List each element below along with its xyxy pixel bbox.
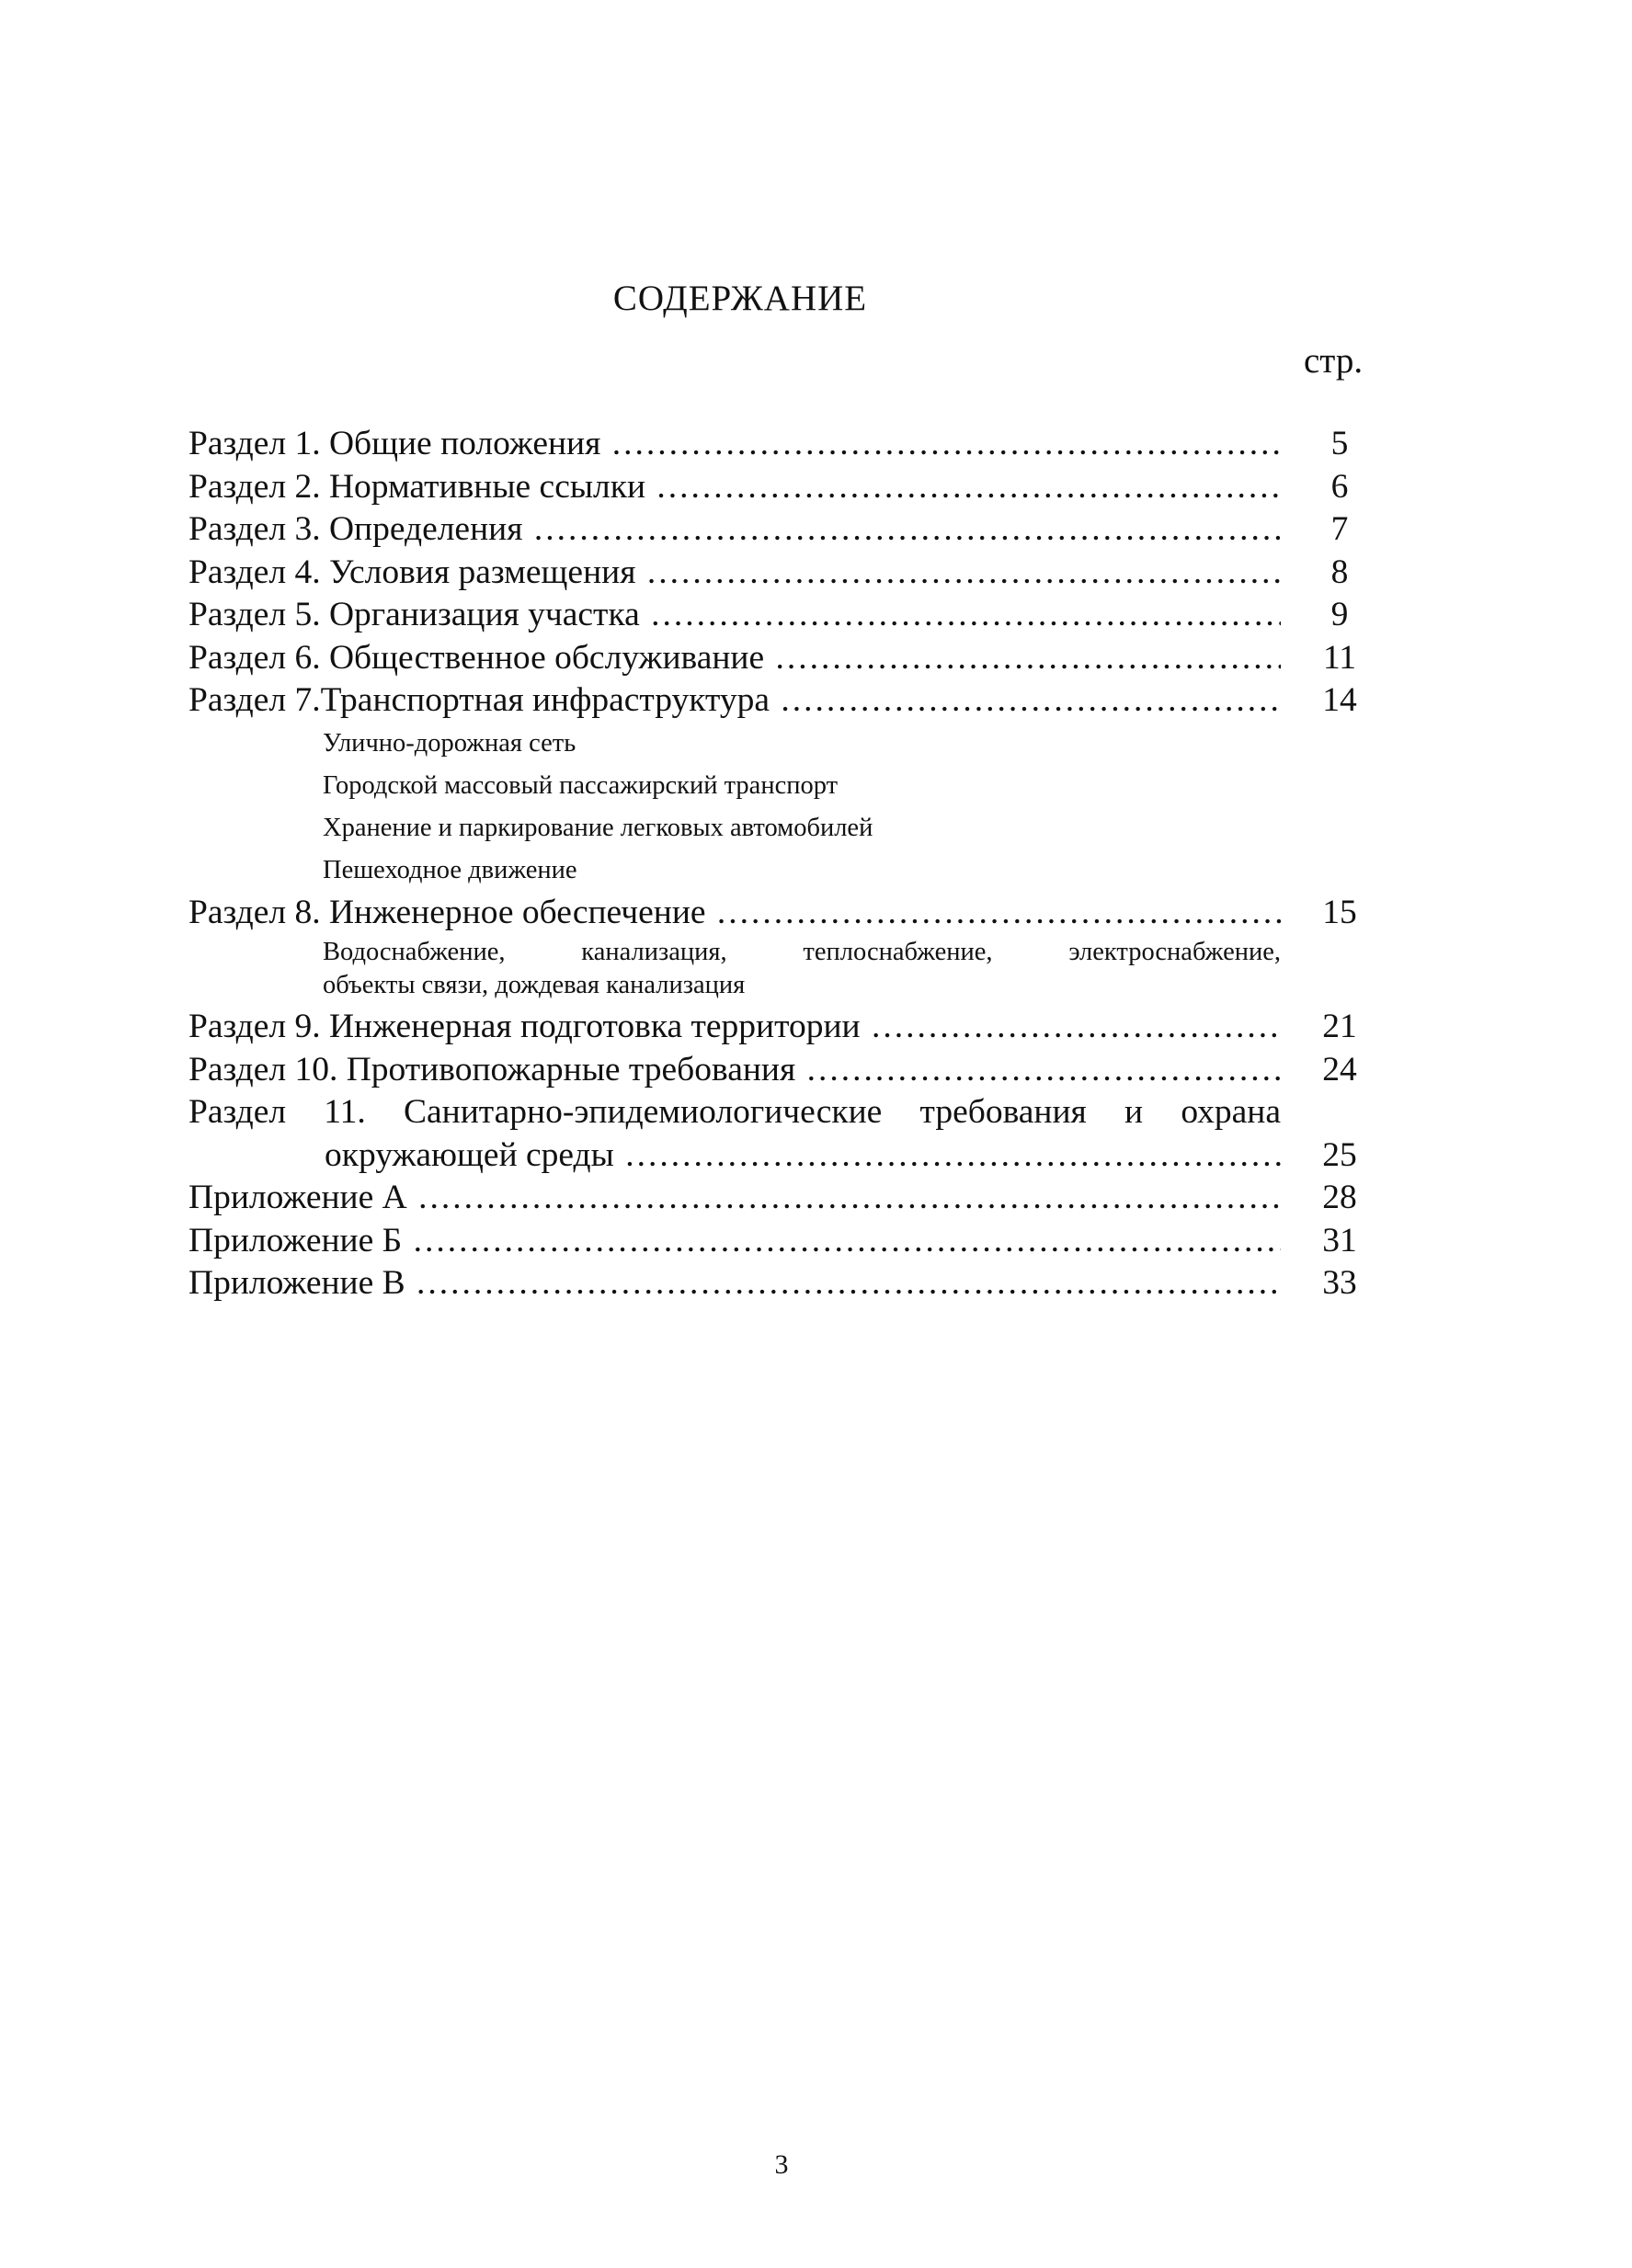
toc-entry-page: 5 [1330,425,1349,462]
toc-entry-page: 33 [1322,1264,1357,1302]
toc-entry-label: Приложение В ..... [188,1262,1281,1305]
toc-entry-label: Приложение А ..... [188,1177,1281,1220]
toc-entry-section-1[interactable] [188,423,1384,466]
toc-entry-appendix-v[interactable] [188,1262,1384,1305]
toc-entry-section-3[interactable] [188,508,1384,552]
toc-entry-label: Раздел 5. Организация участка ..... [188,594,1281,637]
toc-entry-section-11[interactable] [188,1091,1384,1177]
toc-entry-appendix-b[interactable] [188,1220,1384,1263]
toc-entry-label: Раздел 9. Инженерная подготовка территории ..... [188,1006,1281,1049]
toc-subitem-utilities-line2: объекты связи, дождевая канализация [323,971,746,999]
toc-entry-label: Раздел 10. Противопожарные требования ..... [188,1049,1281,1092]
page-title: СОДЕРЖАНИЕ [612,279,868,318]
toc-entry-section-10[interactable] [188,1049,1384,1092]
toc-entry-page: 11 [1322,638,1357,677]
toc-subitem-car-parking: Хранение и паркирование легковых автомобилей [323,813,873,842]
toc-entry-appendix-a[interactable] [188,1177,1384,1220]
toc-entry-label: Раздел 3. Определения ..... [188,508,1281,552]
toc-entry-label: Раздел 2. Нормативные ссылки ..... [188,466,1281,509]
toc-entry-label: Раздел 6. Общественное обслуживание ..... [188,637,1281,680]
page-column-label: стр. [1304,341,1364,381]
toc-entry-label: Раздел 4. Условия размещения ..... [188,552,1281,595]
toc-entry-section-8[interactable] [188,892,1384,935]
toc-entry-page: 7 [1330,510,1349,548]
toc-entry-section-7[interactable] [188,679,1384,723]
toc-subitem-street-network: Улично-дорожная сеть [323,728,576,758]
toc-entry-page: 25 [1322,1135,1357,1174]
toc-entry-label-line2: окружающей среды ..... [325,1134,1281,1178]
toc-entry-page: 15 [1322,893,1357,931]
toc-entry-label: Раздел 7.Транспортная инфраструктура ..... [188,679,1281,723]
toc-entry-page: 6 [1330,467,1349,506]
toc-entry-page: 28 [1322,1179,1357,1216]
toc-entry-page: 31 [1322,1221,1357,1259]
toc-subitem-utilities-line1: Водоснабжение, канализация, теплоснабжение, электроснабжение, [323,938,1281,966]
toc-entry-page: 9 [1330,596,1349,633]
toc-entry-page: 24 [1322,1050,1357,1088]
toc-entry-label-line1: Раздел 11. Санитарно-эпидемиологические требования и охрана [188,1093,1281,1131]
page-number: 3 [774,2149,789,2180]
toc-entry-label: Раздел 1. Общие положения ..... [188,423,1281,466]
toc-subitem-public-transport: Городской массовый пассажирский транспорт [323,770,839,800]
toc-entry-section-6[interactable] [188,637,1384,680]
toc-entry-page: 21 [1322,1008,1357,1045]
toc-entry-page: 14 [1322,681,1357,719]
toc-section-8-subitems [188,936,1281,1002]
toc-entry-label: Приложение Б ..... [188,1220,1281,1263]
toc-entry-section-5[interactable] [188,594,1384,637]
table-of-contents [188,423,1384,1305]
toc-entry-section-4[interactable] [188,552,1384,595]
toc-entry-section-9[interactable] [188,1006,1384,1049]
toc-entry-section-2[interactable] [188,466,1384,509]
toc-entry-page: 8 [1330,553,1349,591]
toc-subitem-pedestrian: Пешеходное движение [323,855,577,884]
toc-entry-label: Раздел 8. Инженерное обеспечение ..... [188,892,1281,935]
